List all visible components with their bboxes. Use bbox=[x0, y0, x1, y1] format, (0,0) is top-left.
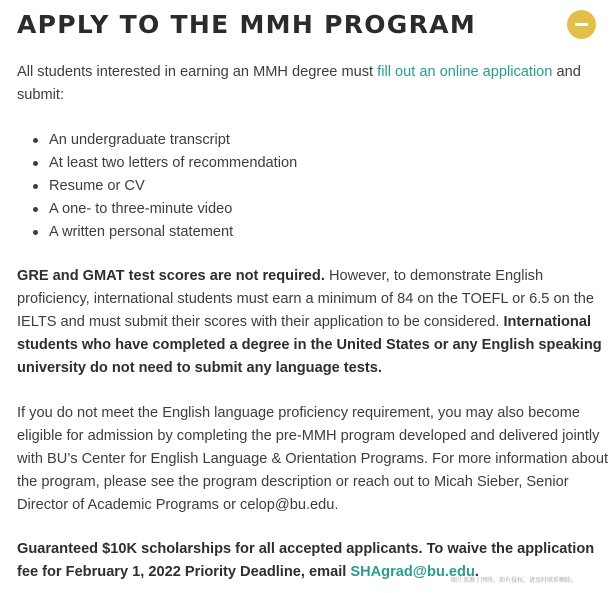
list-item bbox=[17, 129, 297, 152]
collapse-toggle-button[interactable] bbox=[567, 10, 596, 39]
bullet-icon bbox=[33, 161, 38, 166]
list-item bbox=[17, 152, 297, 175]
online-application-link[interactable]: fill out an online application bbox=[377, 64, 553, 80]
test-scores-lead: GRE and GMAT test scores are not required. bbox=[17, 268, 325, 284]
bullet-icon bbox=[33, 230, 38, 235]
intro-text: All students interested in earning an MMH degree must bbox=[17, 64, 378, 80]
minus-icon bbox=[575, 23, 588, 26]
shagrad-email-link[interactable]: SHAgrad@bu.edu bbox=[350, 564, 475, 580]
test-scores-body: However, to demonstrate English proficiency, international students must earn a minimum of 84 on the TOEFL or 6.5 on the IELTS and must submit their scores with their application to be considered. bbox=[17, 268, 595, 330]
list-item-label: Resume or CV bbox=[49, 178, 145, 194]
bullet-icon bbox=[33, 138, 38, 143]
intro-paragraph bbox=[17, 61, 607, 107]
intro-text-end: and submit: bbox=[17, 64, 581, 103]
list-item bbox=[17, 175, 297, 198]
list-item-label: A one- to three-minute video bbox=[49, 201, 233, 217]
scholarship-period: . bbox=[474, 564, 479, 580]
list-item-label: At least two letters of recommendation bbox=[49, 155, 298, 171]
watermark: 图片来源于网络，如有侵权，请及时联系删除。 bbox=[451, 578, 578, 584]
scholarship-text: Guaranteed $10K scholarships for all accepted applicants. To waive the application fee for February 1, 2022 Priority Deadline, email bbox=[17, 541, 595, 580]
language-test-exemption: International students who have completed a degree in the United States or any English speaking university do not need to submit any language tests. bbox=[17, 314, 602, 376]
bullet-icon bbox=[33, 207, 38, 212]
test-scores-paragraph bbox=[17, 265, 609, 380]
list-item-label: An undergraduate transcript bbox=[49, 132, 230, 148]
list-item bbox=[17, 198, 297, 221]
pre-mmh-paragraph: If you do not meet the English language proficiency requirement, you may also become eligible for admission by completing the pre-MMH program developed and delivered jointly with BU’s Center for English Language & Orientation Programs. For more information about the program, please see the program description or reach out to Micah Sieber, Senior Director of Academic Programs or celop@bu.edu. bbox=[17, 405, 609, 513]
list-item-label: A written personal statement bbox=[49, 224, 234, 240]
requirements-list bbox=[17, 129, 297, 244]
accordion-header[interactable] bbox=[17, 6, 603, 44]
list-item bbox=[17, 221, 297, 244]
bullet-icon bbox=[33, 184, 38, 189]
section-title: APPLY TO THE MMH PROGRAM bbox=[17, 10, 477, 39]
section-content bbox=[17, 61, 609, 580]
